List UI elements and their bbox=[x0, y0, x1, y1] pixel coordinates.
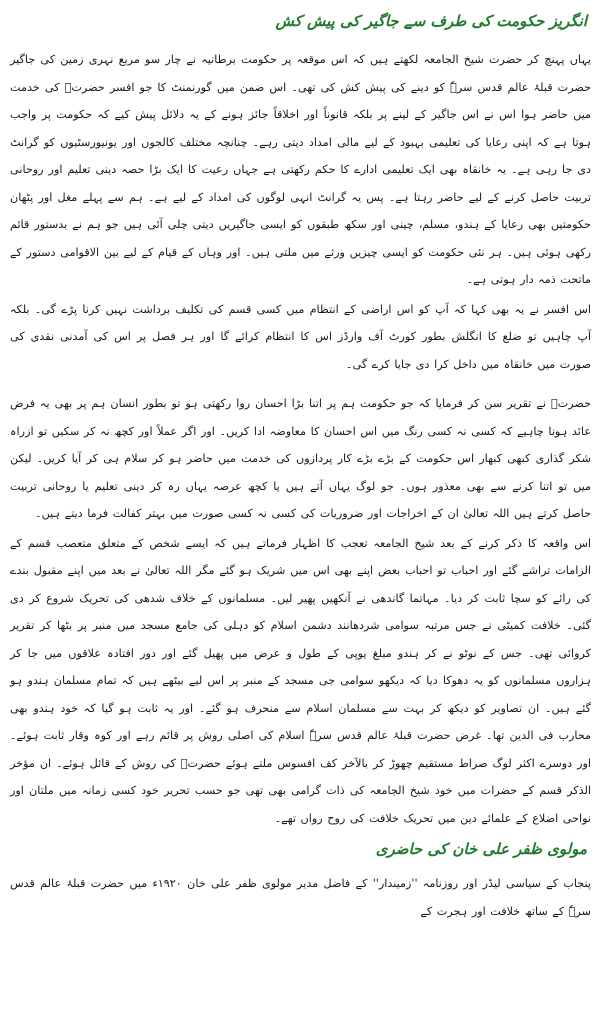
section-heading-jagir-offer: انگریز حکومت کی طرف سے جاگیر کی پیش کش bbox=[275, 12, 587, 30]
paragraph-3: حضرتؒ نے تقریر سن کر فرمایا کہ جو حکومت ہم پر اتنا بڑا احسان روا رکھتی ہو تو بطور انسان ہم پر بھی یہ فرض عائد ہونا چاہیے کہ کسی نہ کسی رنگ میں اس احسان کا معاوضہ ادا کریں۔ اور اگر عملاً اور کچھ نہ کر سکیں تو ازراہ شکر گذاری کبھی کبھار اس حکومت کے بڑے بڑے کار پردازوں کی خدمت میں حاضر ہو کر سلام ہی کر آیا کریں۔ لیکن میں تو اتنا کرنے سے بھی معذور ہوں۔ جو لوگ یہاں آتے ہیں یا کچھ عرصہ یہاں رہ کر دینی تعلیم یا روحانی تربیت حاصل کرتے ہیں اللہ تعالیٰ ان کے اخراجات اور ضروریات کی کسی نہ کسی صورت میں بہتر کفالت فرما دیتے ہیں۔ bbox=[10, 397, 591, 520]
paragraph-5: پنجاب کے سیاسی لیڈر اور روزنامہ ''زمیندار'' کے فاضل مدیر مولوی ظفر علی خان ۱۹۲۰ء میں حضرت قبلۂ عالم قدس سرہٗ کے ساتھ خلافت اور ہجرت کے bbox=[10, 877, 591, 918]
paragraph-4: اس واقعہ کا ذکر کرنے کے بعد شیخ الجامعہ تعجب کا اظہار فرماتے ہیں کہ ایسے شخص کے متعلق متعصب قسم کے الزامات تراشے گئے اور احباب تو احباب بعض اپنے بھی اس میں شریک ہو گئے مگر اللہ تعالیٰ نے بعد میں اپنے مقبول بندے کی رائے کو سچا ثابت کر دیا۔ مہاتما گاندھی نے آنکھیں پھیر لیں۔ مسلمانوں کے خلاف شدھی کی تحریک شروع کر دی گئی۔ خلافت کمیٹی نے جس مرتبہ سوامی شردھانند دشمن اسلام کو دہلی کی جامع مسجد میں منبر پر بٹھا کر تقریر کروائی تھی۔ جس کے نوٹو نے کر ہندو مبلغ یوپی کے طول و عرض میں پھیل گئے اور دور افتادہ علاقوں میں جا کر ہزاروں مسلمانوں کو یہ دھوکا دیا کہ دیکھو سوامی جی مسجد کے منبر پر اس لیے بیٹھے ہیں کہ تمام مسلمان ہندو ہو گئے ہیں۔ ان تصاویر کو دیکھ کر بہت سے مسلمان اسلام سے منحرف ہو گئے۔ اور یہ ثابت ہو گیا کہ خود ہندو بھی محارب فی الدین تھا۔ غرض حضرت قبلۂ عالم قدس سرہٗ اسلام کی اصلی روش پر قائم رہے اور کوہ وقار ثابت ہوئے۔ اور دوسرے اکثر لوگ صراط مستقیم چھوڑ کر بالآخر کف افسوس ملتے ہوئے حضرتؒ کی روش کے قائل ہوئے۔ ان مؤخر الذکر قسم کے حضرات میں خود شیخ الجامعہ کی ذات گرامی بھی تھی جو حسب تحریر خود کسی زمانہ میں ملتان اور نواحی اضلاع کے علمائے دین میں تحریک خلافت کی روح رواں تھے۔ bbox=[10, 536, 591, 825]
paragraph-1: یہاں پہنچ کر حضرت شیخ الجامعہ لکھتے ہیں کہ اس موقعہ پر حکومت برطانیہ نے چار سو مربع نہری زمین کی جاگیر حضرت قبلۂ عالم قدس سرہٗ کو دینے کی پیش کش کی تھی۔ اس ضمن میں گورنمنٹ کا جو افسر حضرتؒ کی خدمت میں حاضر ہوا اس نے اس جاگیر کے لینے پر بلکہ قانوناً اور اخلاقاً جائز ہونے کے یہ دلائل پیش کیے کہ حکومت پر واجب ہوتا ہے کہ اپنی رعایا کی تعلیمی بہبود کے لیے مالی امداد دیتی رہے۔ چنانچہ مختلف کالجوں اور یونیورسٹیوں کو گرانٹ دی جا رہی ہے۔ یہ خانقاہ بھی ایک تعلیمی ادارے کا حکم رکھتی ہے جہاں رعیت کا ایک بڑا حصہ دینی تعلیم اور روحانی تربیت حاصل کرنے کے لیے حاضر رہتا ہے۔ پس یہ گرانٹ انہی لوگوں کی امداد کے لیے ہے۔ ہم سے پہلے مغل اور پٹھان حکومتیں بھی رعایا کے ہندو، مسلم، چینی اور سکھ طبقوں کو ایسی جاگیریں دیتی چلی آئی ہیں جو ہم نے بدستور قائم رکھی ہوئی ہیں۔ ہر نئی حکومت کو ایسی چیزیں ورثے میں ملتی ہیں۔ اور وہاں کے قیام کے لیے بین الاقوامی دستور کے ماتحت ذمہ دار ہوتی ہے۔ bbox=[10, 53, 591, 286]
section-heading-zafar-ali-khan: مولوی ظفر علی خان کی حاضری bbox=[375, 840, 587, 858]
paragraph-2: اس افسر نے یہ بھی کہا کہ آپ کو اس اراضی کے انتظام میں کسی قسم کی تکلیف برداشت نہیں کرنا پڑے گی۔ بلکہ آپ چاہیں تو ضلع کا انگلش بطور کورٹ آف وارڈز اس کا انتظام کرائے گا اور ہر فصل پر اس کی آمدنی نقدی کی صورت میں خانقاہ میں داخل کرا دی جایا کرے گی۔ bbox=[10, 302, 591, 371]
